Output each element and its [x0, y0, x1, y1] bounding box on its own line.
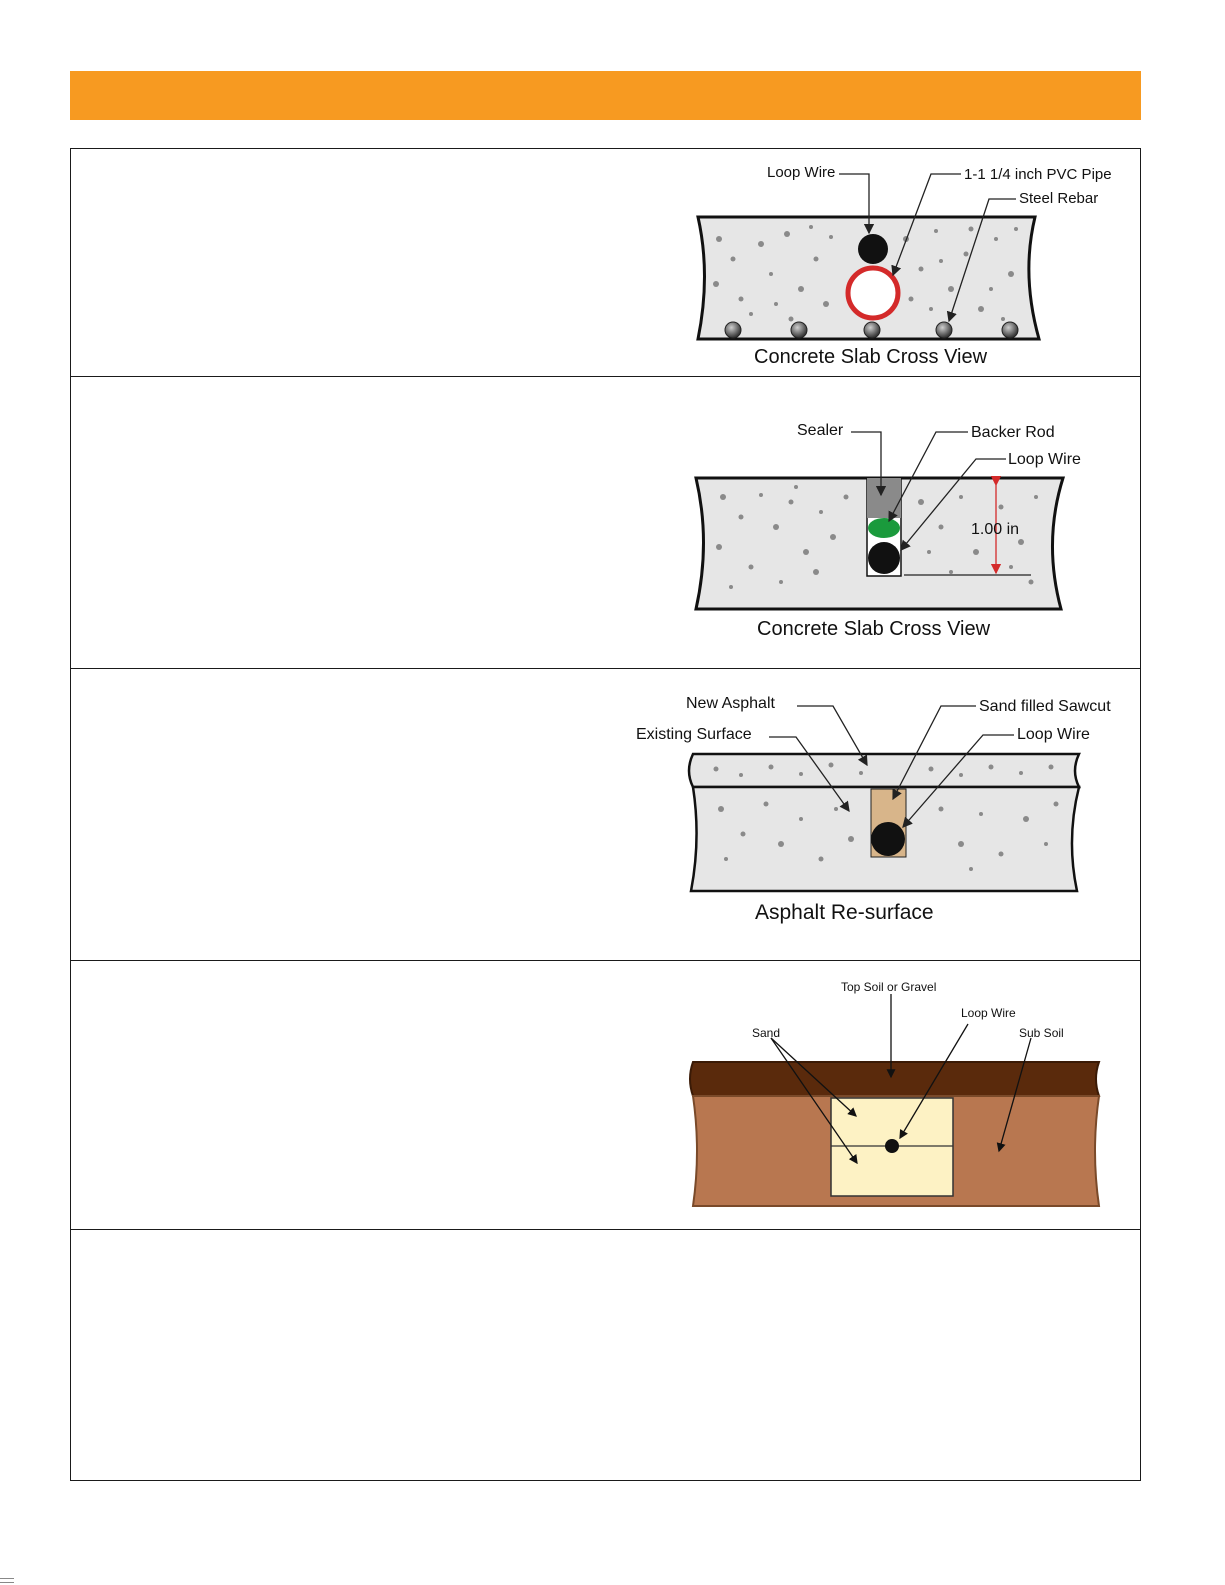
label-loop-wire: Loop Wire	[961, 1006, 1016, 1020]
rebar	[864, 322, 880, 338]
caption: Concrete Slab Cross View	[754, 346, 988, 368]
loop-wire	[885, 1139, 899, 1153]
label-new-asphalt: New Asphalt	[686, 695, 775, 712]
loop-wire	[868, 542, 900, 574]
caption: Asphalt Re-surface	[755, 901, 934, 924]
asphalt-resurface-diagram	[71, 669, 1140, 960]
panel-concrete-sawcut	[70, 376, 1141, 669]
panel-soil	[70, 960, 1141, 1230]
label-steel-rebar: Steel Rebar	[1019, 190, 1099, 207]
label-depth: 1.00 in	[971, 521, 1020, 538]
panel-empty	[70, 1229, 1141, 1481]
label-sub-soil: Sub Soil	[1019, 1026, 1064, 1040]
new-asphalt-layer	[689, 754, 1079, 787]
backer-rod	[868, 518, 900, 538]
panel-asphalt-resurface	[70, 668, 1141, 961]
rebar	[1002, 322, 1018, 338]
label-backer-rod: Backer Rod	[971, 424, 1055, 441]
rebar	[725, 322, 741, 338]
soil-diagram	[71, 961, 1140, 1229]
section-header-bar	[70, 71, 1141, 120]
concrete-sawcut-diagram	[71, 377, 1140, 668]
label-sand: Sand	[752, 1026, 781, 1040]
loop-wire	[858, 234, 888, 264]
label-loop-wire: Loop Wire	[1017, 726, 1090, 743]
concrete-pvc-diagram	[71, 149, 1140, 376]
panel-concrete-pvc	[70, 148, 1141, 377]
top-soil-layer	[690, 1062, 1099, 1096]
scan-artifact	[0, 1578, 14, 1583]
sealer	[867, 478, 901, 518]
label-top-soil: Top Soil or Gravel	[841, 980, 937, 994]
label-existing-surface: Existing Surface	[636, 726, 752, 743]
pvc-pipe	[848, 268, 898, 318]
rebar	[791, 322, 807, 338]
label-sealer: Sealer	[797, 422, 844, 439]
caption: Concrete Slab Cross View	[757, 618, 991, 640]
label-loop-wire: Loop Wire	[767, 164, 836, 181]
loop-wire	[871, 822, 905, 856]
rebar	[936, 322, 952, 338]
label-loop-wire: Loop Wire	[1008, 451, 1081, 468]
label-sand-sawcut: Sand filled Sawcut	[979, 698, 1111, 715]
label-pvc-pipe: 1-1 1/4 inch PVC Pipe	[964, 166, 1112, 183]
